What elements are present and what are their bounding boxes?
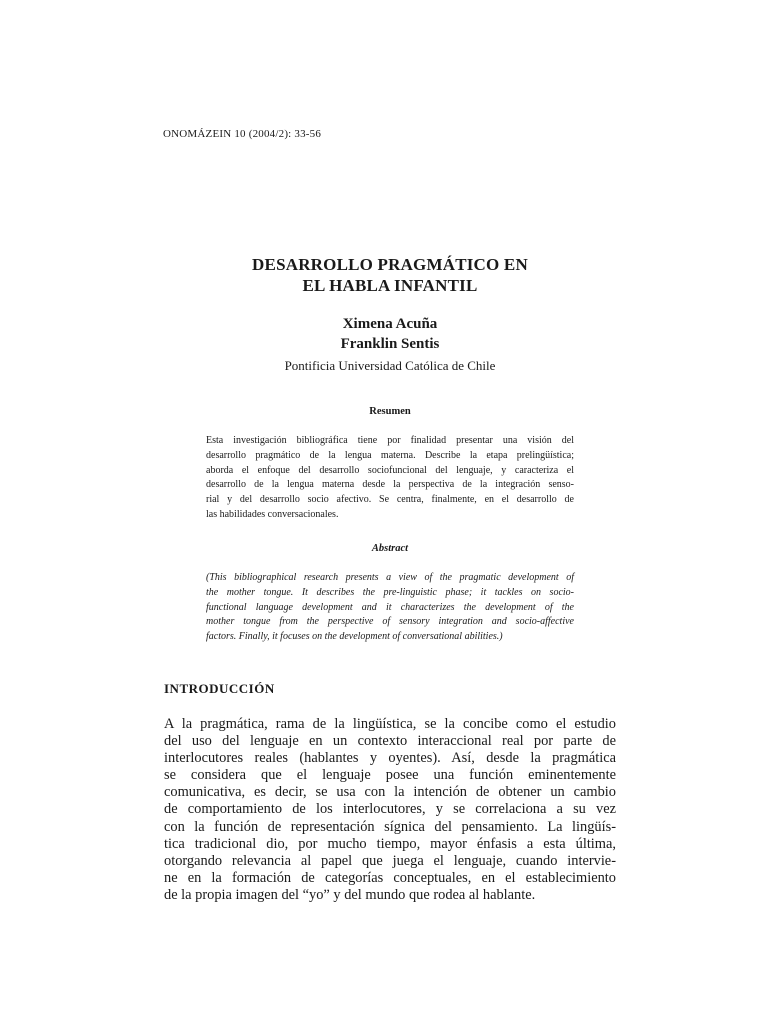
text-line: the mother tongue. It describes the pre-linguistic phase; it tackles on socio- [206,586,574,598]
text-line: desarrollo de la lengua materna desde la perspectiva de la integración senso- [206,479,574,491]
text-line: rial y del desarrollo socio afectivo. Se centra, finalmente, en el desarrollo de [206,494,574,506]
text-line: interlocutores reales (hablantes y oyentes). Así, desde la pragmática [164,750,616,767]
introduction-body [164,716,616,904]
author-affiliation: Pontificia Universidad Católica de Chile [284,358,496,373]
text-line: A la pragmática, rama de la lingüística, se la concibe como el estudio [164,716,616,732]
abstract-text [206,571,574,645]
text-line: se considera que el lenguaje posee una función eminentemente [164,767,616,784]
text-line: mother tongue from the perspective of sensory integration and socio-affective [206,616,574,628]
text-line: del uso del lenguaje en un contexto interaccional real por parte de [164,733,616,750]
text-line: (This bibliographical research presents a view of the pragmatic development of [206,572,574,583]
text-line: functional language development and it characterizes the development of the [206,601,574,613]
resumen-heading: Resumen [369,406,411,417]
text-line: desarrollo pragmático de la lengua materna. Describe la etapa prelingüística; [206,449,574,461]
introduction-heading: INTRODUCCIÓN [164,681,275,696]
text-line: Esta investigación bibliográfica tiene por finalidad presentar una visión del [206,435,574,446]
text-line: aborda el enfoque del desarrollo sociofuncional del lenguaje, y caracteriza el [206,464,574,476]
text-line: las habilidades conversacionales. [206,508,339,520]
author-name: Franklin Sentis [340,336,440,352]
text-line: factors. Finally, it focuses on the development of conversational abilities.) [206,631,503,643]
text-line: de la propia imagen del “yo” y del mundo que rodea al hablante. [164,886,536,903]
text-line: ne en la formación de categorías conceptuales, en el establecimiento [164,869,616,886]
text-line: con la función de representación sígnica del pensamiento. La lingüís- [164,818,616,835]
journal-reference: ONOMÁZEIN 10 (2004/2): 33-56 [163,128,322,140]
resumen-text [206,434,574,523]
author-list [164,314,616,354]
article-title [164,254,616,296]
text-line: de comportamiento de los interlocutores, y se correlaciona a su vez [164,801,616,818]
text-line: otorgando relevancia al papel que juega el lenguaje, cuando intervie- [164,852,616,869]
text-line: comunicativa, es decir, se usa con la intención de obtener un cambio [164,784,616,801]
title-line: DESARROLLO PRAGMÁTICO EN [252,255,528,274]
text-line: tica tradicional dio, por mucho tiempo, mayor énfasis a esta última, [164,835,616,852]
author-name: Ximena Acuña [342,316,438,332]
title-line: EL HABLA INFANTIL [302,276,478,295]
abstract-heading: Abstract [371,543,409,554]
